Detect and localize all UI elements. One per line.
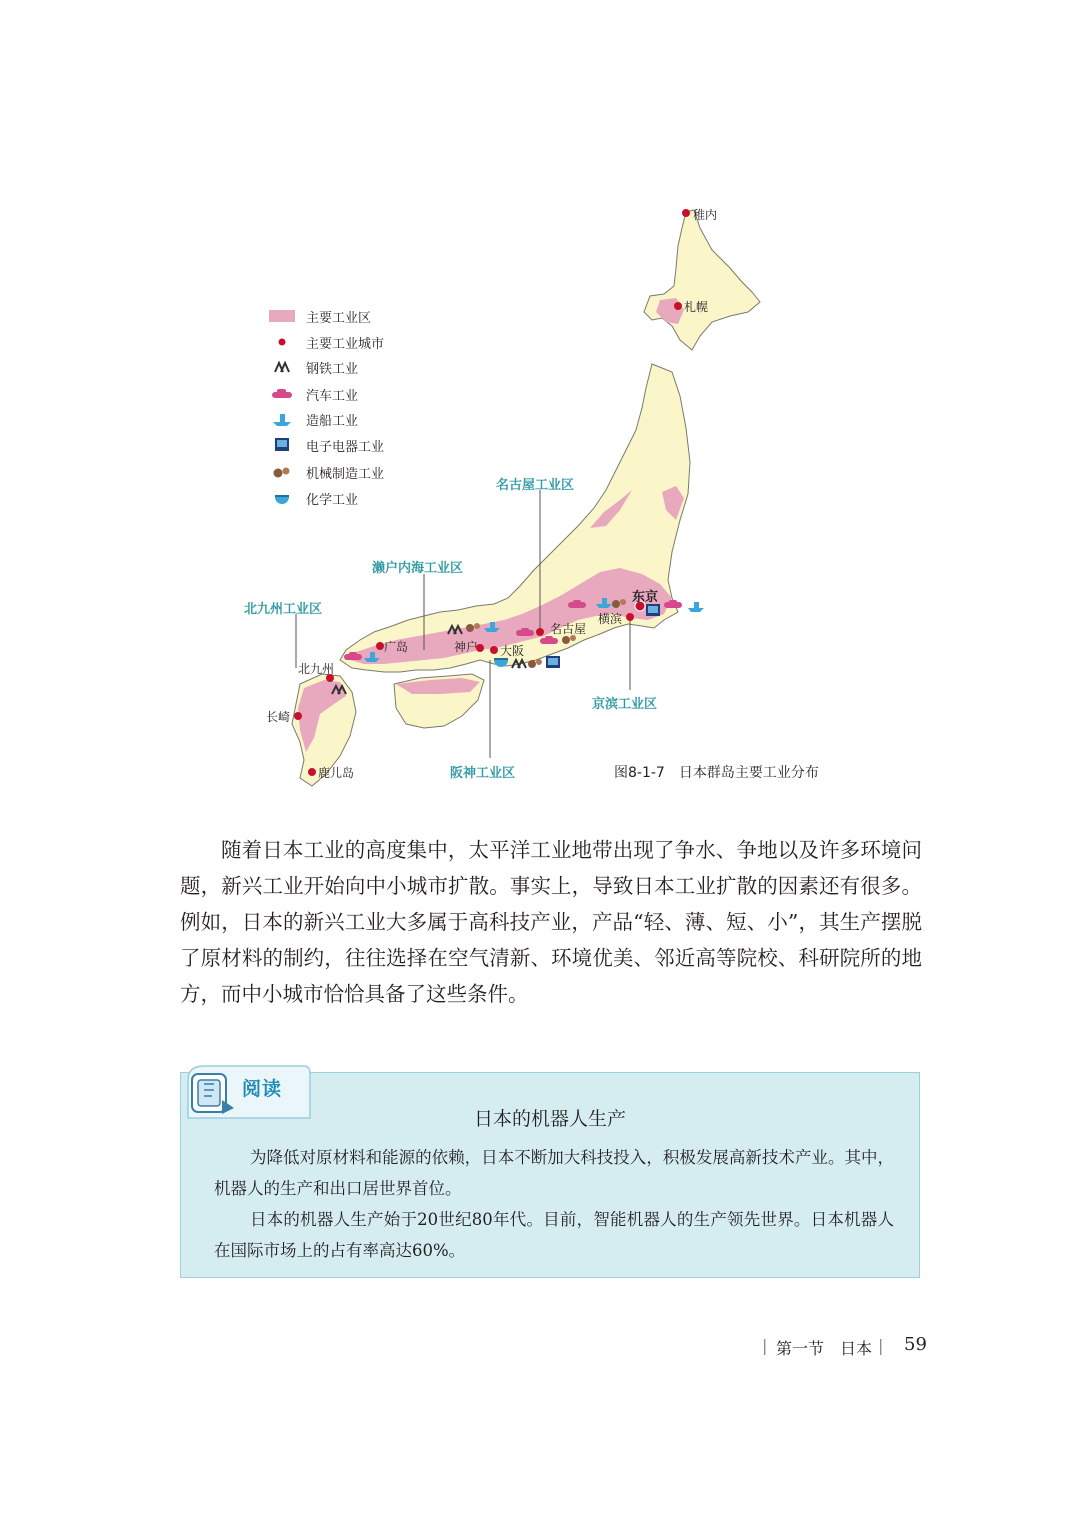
legend-row bbox=[268, 409, 358, 429]
figure-caption: 图8-1-7 日本群岛主要工业分布 bbox=[614, 765, 819, 781]
city-label-sapporo: 札幌 bbox=[684, 300, 709, 314]
city-dot-wakkanai bbox=[682, 209, 690, 217]
hokkaido-landmass bbox=[644, 210, 760, 350]
city-dot-sapporo bbox=[674, 302, 682, 310]
ship-icon bbox=[688, 602, 704, 612]
footer-divider: | bbox=[878, 1336, 884, 1355]
legend-row bbox=[268, 435, 384, 455]
page-number: 59 bbox=[904, 1334, 927, 1355]
city-dot-nagasaki bbox=[294, 712, 302, 720]
city-label-tokyo: 东京 bbox=[632, 590, 659, 605]
footer-chapter: 日本 bbox=[840, 1339, 873, 1358]
region-label-hanshin: 阪神工业区 bbox=[450, 766, 516, 781]
reading-tab-label: 阅读 bbox=[242, 1078, 283, 1100]
city-dot-kagoshima bbox=[308, 768, 316, 776]
city-dot-hiroshima bbox=[376, 642, 384, 650]
city-dot-nagoya bbox=[536, 628, 544, 636]
legend-row bbox=[268, 462, 384, 482]
city-label-yokohama: 横滨 bbox=[598, 612, 623, 626]
industrial-zone-swatch-icon bbox=[268, 307, 296, 325]
steel-icon bbox=[268, 358, 296, 376]
city-label-wakkanai: 稚内 bbox=[693, 208, 718, 222]
electronics-icon bbox=[268, 436, 296, 454]
region-label-nagoya: 名古屋工业区 bbox=[496, 478, 575, 493]
legend-label: 电子电器工业 bbox=[306, 439, 385, 455]
region-label-kitakyushu: 北九州工业区 bbox=[244, 602, 323, 617]
legend-label: 钢铁工业 bbox=[306, 361, 359, 377]
city-label-nagoya: 名古屋 bbox=[550, 622, 587, 636]
legend-row bbox=[268, 488, 358, 508]
reading-paragraph-2: 日本的机器人生产始于20世纪80年代。目前，智能机器人的生产领先世界。日本机器人在国际市场上的占有率高达60%。 bbox=[214, 1210, 894, 1260]
legend-row bbox=[268, 357, 358, 377]
legend-label: 造船工业 bbox=[306, 413, 359, 429]
city-label-osaka: 大阪 bbox=[500, 644, 525, 658]
city-label-kitakyushu: 北九州 bbox=[298, 662, 335, 676]
industrial-city-dot-icon bbox=[268, 333, 296, 351]
ship-icon bbox=[268, 410, 296, 428]
electronics-icon bbox=[646, 604, 660, 616]
legend-label: 化学工业 bbox=[306, 492, 359, 508]
legend-label: 汽车工业 bbox=[306, 388, 359, 404]
legend-label: 主要工业城市 bbox=[306, 336, 385, 352]
machinery-icon bbox=[268, 463, 296, 481]
legend-row bbox=[268, 306, 371, 326]
reading-title: 日本的机器人生产 bbox=[473, 1108, 626, 1130]
legend-row bbox=[268, 332, 384, 352]
chemical-icon bbox=[268, 489, 296, 507]
legend-label: 机械制造工业 bbox=[306, 466, 385, 482]
legend-row bbox=[268, 384, 358, 404]
reading-paragraph-1: 为降低对原材料和能源的依赖，日本不断加大科技投入，积极发展高新技术产业。其中，机器人的生产和出口居世界首位。 bbox=[214, 1148, 894, 1198]
body-paragraph: 随着日本工业的高度集中，太平洋工业地带出现了争水、争地以及许多环境问题，新兴工业开始向中小城市扩散。事实上，导致日本工业扩散的因素还有很多。例如，日本的新兴工业大多属于高科技产业，产品“轻、薄、短、小”，其生产摆脱了原材料的制约，往往选择在空气清新、环境优美、邻近高等院校、科研院所的地方，而中小城市恰恰具备了这些条件。 bbox=[180, 838, 922, 1006]
electronics-icon bbox=[546, 656, 560, 668]
region-label-setouchi: 濑户内海工业区 bbox=[372, 561, 464, 576]
city-label-kobe: 神户 bbox=[454, 640, 479, 654]
footer-divider: | bbox=[762, 1336, 768, 1355]
city-label-kagoshima: 鹿儿岛 bbox=[318, 766, 355, 780]
city-label-hiroshima: 广岛 bbox=[384, 640, 409, 654]
car-icon bbox=[268, 385, 296, 403]
city-label-nagasaki: 长崎 bbox=[266, 710, 291, 724]
region-label-keihin: 京滨工业区 bbox=[592, 697, 658, 712]
footer-section: 第一节 bbox=[776, 1339, 825, 1358]
city-dot-yokohama bbox=[626, 613, 634, 621]
legend-label: 主要工业区 bbox=[306, 310, 372, 326]
city-dot-osaka bbox=[490, 646, 498, 654]
